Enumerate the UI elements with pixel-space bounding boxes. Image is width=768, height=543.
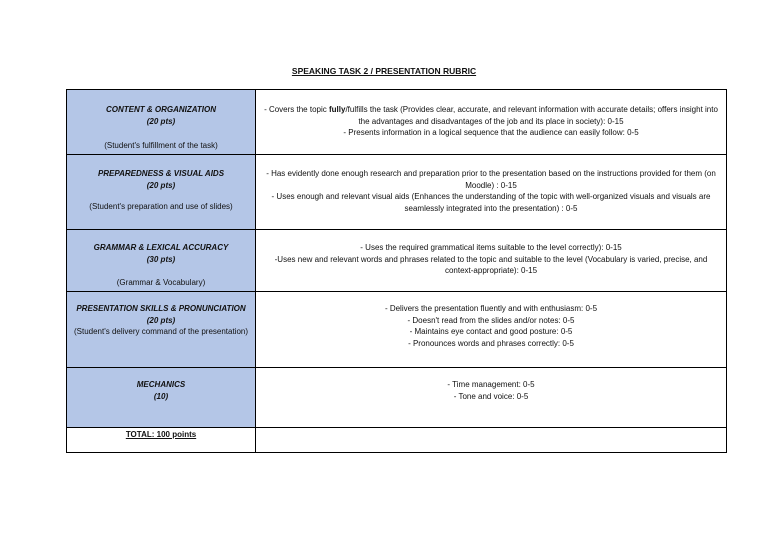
criterion-cell [67,292,256,368]
criterion-cell [67,368,256,428]
description-line: - Uses the required grammatical items suitable to the level correctly): 0-15 [360,243,622,252]
total-cell [67,428,256,453]
criterion-cell [67,155,256,230]
table-row [67,230,727,292]
criterion-cell [67,230,256,292]
total-value-cell [256,428,727,453]
table-row [67,90,727,155]
description-text: /fulfills the task (Provides clear, accurate, and relevant information with accurate details; offers insight into the advantages and disadvantages of the job and its place in society): 0-15 [345,105,718,126]
criterion-name: CONTENT & ORGANIZATION [105,105,217,114]
description-cell [256,155,727,230]
description-line: - Delivers the presentation fluently and with enthusiasm: 0-5 [384,304,598,313]
criterion-points: (30 pts) [146,254,176,264]
description-line [262,104,720,127]
description-line: - Uses enough and relevant visual aids (Enhances the understanding of the topic with well-organized visuals and visuals are seamlessly integrated into the presentation) : 0-5 [271,192,711,213]
criterion-name: MECHANICS [136,380,186,389]
criterion-name: PRESENTATION SKILLS & PRONUNCIATION [76,304,246,313]
description-line: - Time management: 0-5 [447,380,535,389]
table-row [67,428,727,453]
criterion-note: (Grammar & Vocabulary) [116,278,206,287]
description-line: - Has evidently done enough research and preparation prior to the presentation based on the instructions provided for them (on Moodle) : 0-15 [266,169,716,190]
description-line: -Uses new and relevant words and phrases related to the topic and suitable to the level (Vocabulary is varied, precise, and context-appropriate): 0-15 [274,254,708,275]
table-row [67,368,727,428]
description-cell [256,368,727,428]
description-line: - Doesn't read from the slides and/or notes: 0-5 [407,315,575,325]
criterion-note: (Student's fulfillment of the task) [104,141,218,150]
criterion-name: GRAMMAR & LEXICAL ACCURACY [93,243,229,252]
table-row [67,292,727,368]
description-line: - Presents information in a logical sequence that the audience can easily follow: 0-5 [343,128,639,137]
table-row [67,155,727,230]
page-title: SPEAKING TASK 2 / PRESENTATION RUBRIC [291,66,477,76]
criterion-note: (Student's delivery command of the presentation) [73,327,249,336]
description-cell [256,230,727,292]
description-line: - Tone and voice: 0-5 [453,391,529,401]
criterion-cell [67,90,256,155]
description-text: - Covers the topic [264,105,329,114]
criterion-points: (20 pts) [146,315,176,325]
rubric-table [66,89,727,453]
description-emphasis: fully [328,105,346,114]
criterion-note: (Student's preparation and use of slides) [89,202,233,211]
criterion-points: (10) [153,391,169,401]
criterion-points: (20 pts) [146,180,176,190]
total-label: TOTAL: 100 points [125,430,197,439]
description-line: - Pronounces words and phrases correctly: 0-5 [408,338,574,348]
criterion-points: (20 pts) [146,116,176,126]
criterion-name: PREPAREDNESS & VISUAL AIDS [97,169,225,178]
description-line: - Maintains eye contact and good posture: 0-5 [409,327,573,336]
description-cell [256,292,727,368]
description-cell [256,90,727,155]
